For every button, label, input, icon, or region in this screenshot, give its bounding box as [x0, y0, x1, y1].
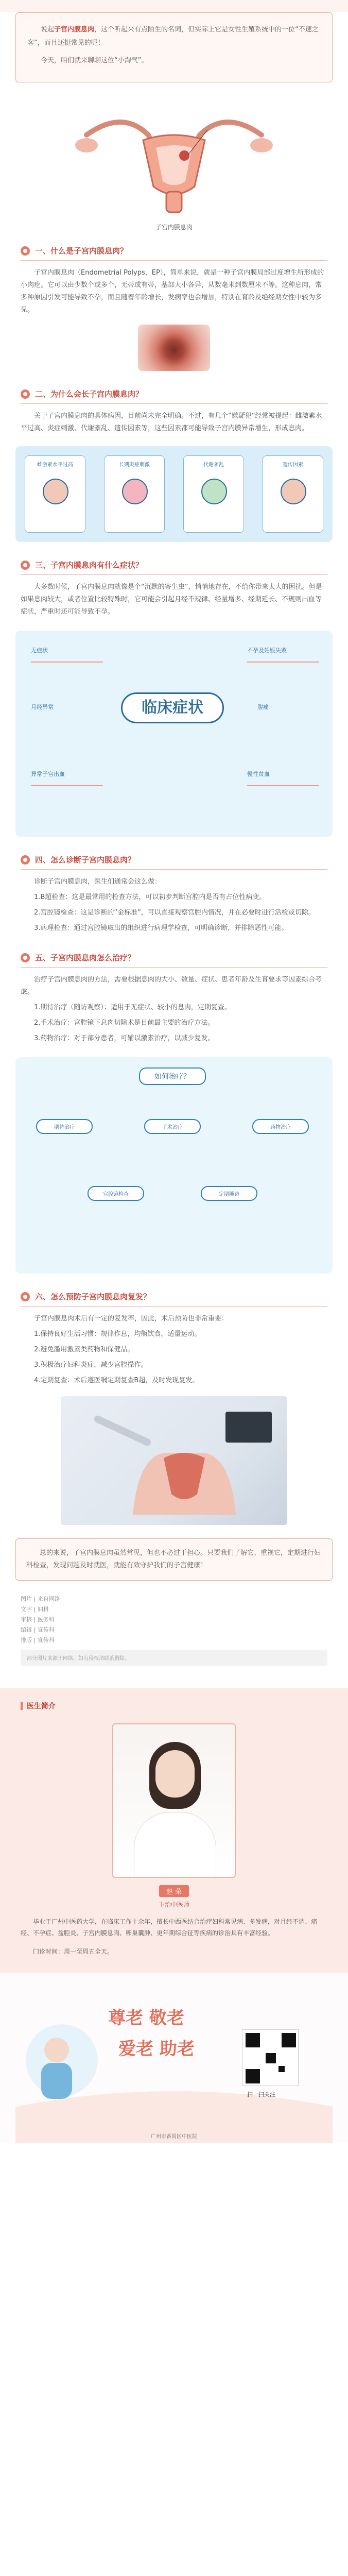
section-5-title: 五、子宫内膜息肉怎么治疗？: [35, 953, 136, 962]
copyright-note: 部分图片来源于网络，如有侵权请联系删除。: [21, 1650, 327, 1666]
footer-banner: [0, 1973, 348, 2143]
surgery-photo: [61, 1396, 287, 1525]
divider: [21, 967, 327, 968]
section-4-title: 四、怎么诊断子宫内膜息肉？: [35, 855, 136, 865]
conclusion-box: [15, 1538, 333, 1581]
section-bullet-icon: [21, 953, 30, 962]
banner-line-1: 尊老 敬老: [108, 2008, 184, 2028]
divider: [21, 1306, 327, 1307]
section-6-paragraph: 2.避免滥用激素类药物和保健品。: [34, 1346, 134, 1353]
section-bullet-icon: [21, 1292, 30, 1301]
expert-section-title: 医生简介: [27, 1702, 56, 1710]
intro-paragraph-1: 说起子宫内膜息肉，这个听起来有点陌生的名词，但实际上它是女性生殖系统中的一位“不速之客”，而且还挺常见的呢！: [27, 26, 319, 47]
symptom-label: 腹痛: [257, 704, 269, 710]
symptom-label: 慢性贫血: [247, 771, 270, 777]
doctor-schedule: 门诊时间：周一至周五全天。: [33, 1948, 114, 1955]
flow-item: 期待治疗: [36, 1119, 93, 1134]
flow-item: 定期随访: [201, 1186, 257, 1201]
causes-infographic: [15, 446, 333, 542]
section-1-title: 一、什么是子宫内膜息肉？: [35, 246, 128, 256]
intro-paragraph-2: 今天，咱们就来聊聊这位“小淘气”。: [41, 57, 148, 64]
organization-name: 广州市番禺区中医院: [151, 2134, 197, 2140]
conclusion-text: 总的来说，子宫内膜息肉虽然常见，但也不必过于担心。只要我们了解它、重视它，定期进行妇科检查，发现问题及时就医，就能有效守护我们的子宫健康！: [26, 1549, 321, 1569]
uterus-caption: 子宫内膜息肉: [155, 224, 193, 231]
flow-item: 药物治疗: [252, 1119, 309, 1134]
section-5-paragraph: 3.药物治疗：对于部分患者，可辅以激素治疗，以减少复发。: [34, 1035, 215, 1042]
section-6-paragraph: 1.保持良好生活习惯：规律作息，均衡饮食，适量运动。: [34, 1330, 201, 1338]
section-6-title: 六、怎么预防子宫内膜息肉复发？: [35, 1292, 151, 1301]
symptom-title: 临床症状: [121, 692, 224, 723]
section-1: [21, 245, 327, 371]
credit-line: 编辑 | 宣传科: [21, 1626, 55, 1633]
article-page: [0, 12, 348, 2576]
symptoms-infographic: [15, 631, 333, 837]
cause-card: 遗传因素: [263, 455, 323, 533]
flow-item: 手术治疗: [144, 1119, 201, 1134]
section-2-title: 二、为什么会长子宫内膜息肉？: [35, 389, 144, 399]
symptom-label: 月经异常: [31, 704, 54, 710]
decor-line: [247, 785, 319, 786]
cause-card: 长期炎症刺激: [104, 455, 165, 533]
section-5-paragraph: 治疗子宫内膜息肉的方法，需要根据息肉的大小、数量、症状、患者年龄及生育要求等因素综合考虑。: [21, 976, 322, 996]
section-6-paragraph: 4.定期复查：术后遵医嘱定期复查B超，及时发现复发。: [34, 1377, 199, 1384]
section-bullet-icon: [21, 389, 30, 399]
credit-line: 文字 | 妇科: [21, 1606, 49, 1613]
section-5-paragraph: 1.期待治疗（随访观察）：适用于无症状、较小的息肉，定期复查。: [34, 1004, 231, 1011]
doctor-bio: 毕业于广州中医药大学，在临床工作十余年，擅长中西医结合治疗妇科常见病、多发病，对月经不调、痛经、不孕症、盆腔炎、子宫内膜息肉、卵巢囊肿、更年期综合征等疾病的诊治具有丰富经验。: [21, 1918, 318, 1937]
divider: [21, 869, 327, 870]
uterus-illustration: [66, 99, 282, 231]
section-1-paragraph: 子宫内膜息肉（Endometrial Polyps，EP），简单来说，就是一种子宫内膜局部过度增生所形成的小肉疙。它可以由少数个或多个，无蒂或有蒂，基部大小各异，从数毫米到数厘米不等。这种息肉，常多种原因引发可能导致不孕，而且随着年龄增长，发病率也会增加，特别在育龄及绝经期女性中较为多见。: [21, 269, 324, 314]
flow-item: 宫腔镜检查: [88, 1186, 144, 1201]
treatment-flow-infographic: [15, 1057, 333, 1274]
cause-icon: [281, 479, 306, 504]
symptom-label: 异常子宫出血: [31, 771, 65, 777]
divider: [21, 574, 327, 575]
polyp-photo: [138, 325, 210, 371]
section-4-paragraph: 3.病理检查：通过宫腔镜取出的组织进行病理学检查，可明确诊断，并排除恶性可能。: [34, 924, 288, 932]
section-bar-icon: [21, 1702, 23, 1710]
credit-line: 审核 | 医务科: [21, 1616, 55, 1623]
cause-icon: [122, 479, 148, 504]
qr-caption: 扫一扫关注: [247, 2091, 275, 2098]
section-6: [21, 1291, 327, 1387]
section-6-paragraph: 3.积极治疗妇科炎症，减少宫腔操作。: [34, 1361, 148, 1369]
section-bullet-icon: [21, 246, 30, 256]
cause-icon: [43, 479, 68, 504]
banner-line-2: 爱老 助老: [118, 2039, 195, 2059]
section-6-paragraph: 子宫内膜息肉术后有一定的复发率，因此，术后预防也非常重要：: [34, 1315, 229, 1323]
section-bullet-icon: [21, 855, 30, 865]
credit-line: 图片 | 来自网络: [21, 1596, 60, 1602]
section-4-paragraph: 诊断子宫内膜息肉，医生们通常会这么做：: [34, 878, 162, 886]
section-5: [21, 952, 327, 1045]
section-3: [21, 560, 327, 618]
section-4: [21, 854, 327, 935]
section-2-paragraph: 关于子宫内膜息肉的具体病因，目前尚未完全明确。不过，有几个“嫌疑犯”经常被提起：雌激素水平过高、炎症刺激、代谢紊乱、遗传因素等，这些因素都可能导致子宫内膜异常增生，形成息肉。: [21, 412, 322, 432]
section-bullet-icon: [21, 561, 30, 570]
cause-card: 雌激素水平过高: [25, 455, 85, 533]
divider: [21, 403, 327, 404]
section-3-paragraph: 大多数时候，子宫内膜息肉就像是个“沉默的寄生虫”，悄悄地存在，不给你带来太大的困扰。但是如果息肉较大，或者位置比较特殊时，它可能会引起月经不规律、经量增多、经期延长、不规则出血等症状，严重时还可能导致不孕。: [21, 583, 322, 616]
cause-icon: [201, 479, 227, 504]
section-4-paragraph: 1.B超检查：这是最常用的检查方法，可以初步判断宫腔内是否有占位性病变。: [34, 893, 266, 901]
section-5-paragraph: 2.手术治疗：宫腔镜下息肉切除术是目前最主要的治疗方法。: [34, 1019, 215, 1027]
expert-section: [0, 1688, 348, 1973]
doctor-name: 赵 荣: [159, 1885, 189, 1897]
divider: [21, 260, 327, 261]
decor-line: [247, 662, 319, 663]
section-4-paragraph: 2.宫腔镜检查：这是诊断的“金标准”，可以直接观察宫腔内情况，并在必要时进行活检或切除。: [34, 909, 315, 917]
intro-box: [15, 12, 333, 82]
decor-line: [31, 785, 103, 786]
symptom-label: 无症状: [31, 647, 48, 654]
doctor-role: 主治中医师: [158, 1901, 189, 1908]
credits: [21, 1594, 327, 1646]
decor-line: [31, 662, 103, 663]
section-3-title: 三、子宫内膜息肉有什么症状？: [35, 561, 144, 570]
symptom-label: 不孕及妊娠失败: [247, 647, 287, 654]
qr-code[interactable]: [242, 2029, 299, 2086]
credit-line: 排版 | 宣传科: [21, 1637, 55, 1643]
cause-card: 代谢紊乱: [183, 455, 244, 533]
flow-title: 如何治疗？: [139, 1067, 206, 1085]
doctor-portrait: [112, 1723, 236, 1878]
section-2: [21, 388, 327, 435]
